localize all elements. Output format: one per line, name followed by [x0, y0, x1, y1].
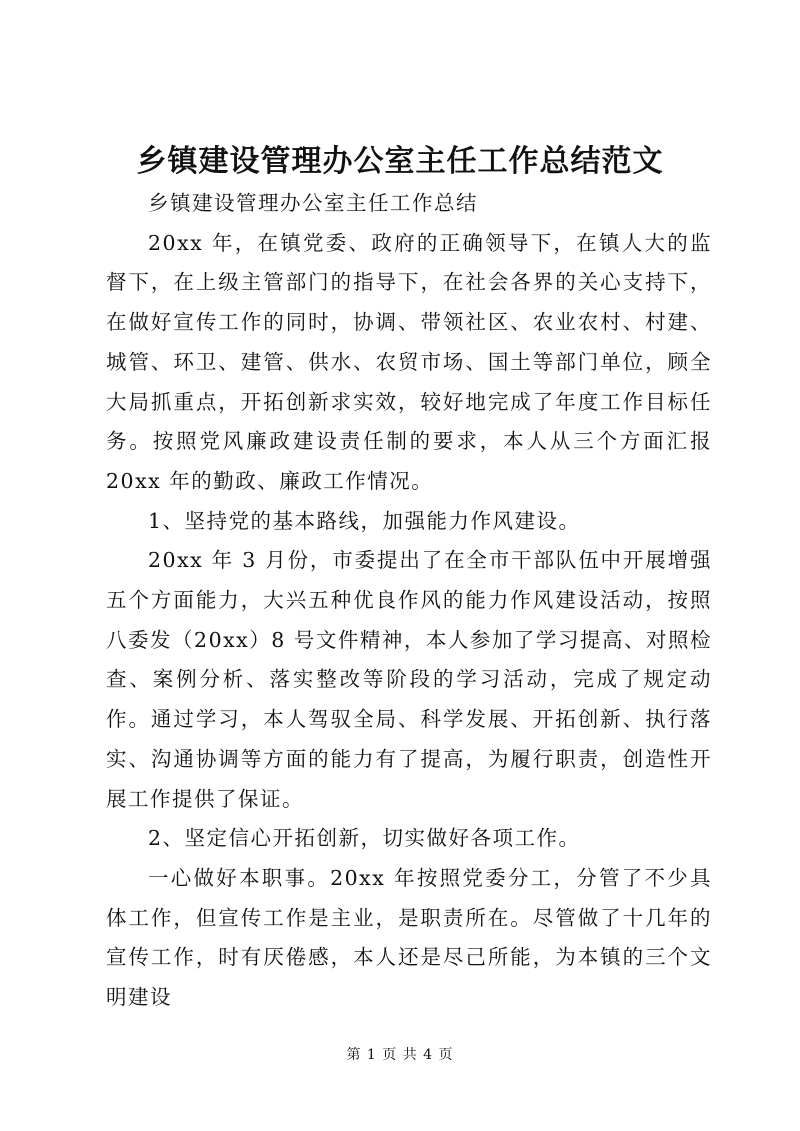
body-paragraph: 20xx 年，在镇党委、政府的正确领导下，在镇人大的监督下，在上级主管部门的指导下，在社会各界的关心支持下，在做好宣传工作的同时，协调、带领社区、农业农村、村建、城管、环卫、建管、供水、农贸市场、国土等部门单位，顾全大局抓重点，开拓创新求实效，较好地完成了年度工作目标任务。按照党风廉政建设责任制的要求，本人从三个方面汇报 20xx 年的勤政、廉政工作情况。 [106, 230, 712, 493]
subtitle-paragraph: 乡镇建设管理办公室主任工作总结 [148, 191, 478, 215]
body-paragraph: 20xx 年 3 月份，市委提出了在全市干部队伍中开展增强五个方面能力，大兴五种优良作风的能力作风建设活动，按照八委发（20xx）8 号文件精神，本人参加了学习提高、对照检查、案例分析、落实整改等阶段的学习活动，完成了规定动作。通过学习，本人驾驭全局、科学发展、开拓创新、执行落实、沟通协调等方面的能力有了提高，为履行职责，创造性开展工作提供了保证。 [106, 548, 712, 811]
document-title: 乡镇建设管理办公室主任工作总结范文 [136, 144, 664, 179]
section-heading: 2、坚定信心开拓创新，切实做好各项工作。 [148, 826, 581, 851]
section-heading: 1、坚持党的基本路线，加强能力作风建设。 [148, 508, 581, 533]
document-body [106, 184, 712, 1018]
body-paragraph: 一心做好本职事。20xx 年按照党委分工，分管了不少具体工作，但宣传工作是主业，是职责所在。尽管做了十几年的宣传工作，时有厌倦感，本人还是尽己所能，为本镇的三个文明建设 [106, 865, 712, 1010]
page-number: 第 1 页 共 4 页 [346, 1047, 454, 1063]
